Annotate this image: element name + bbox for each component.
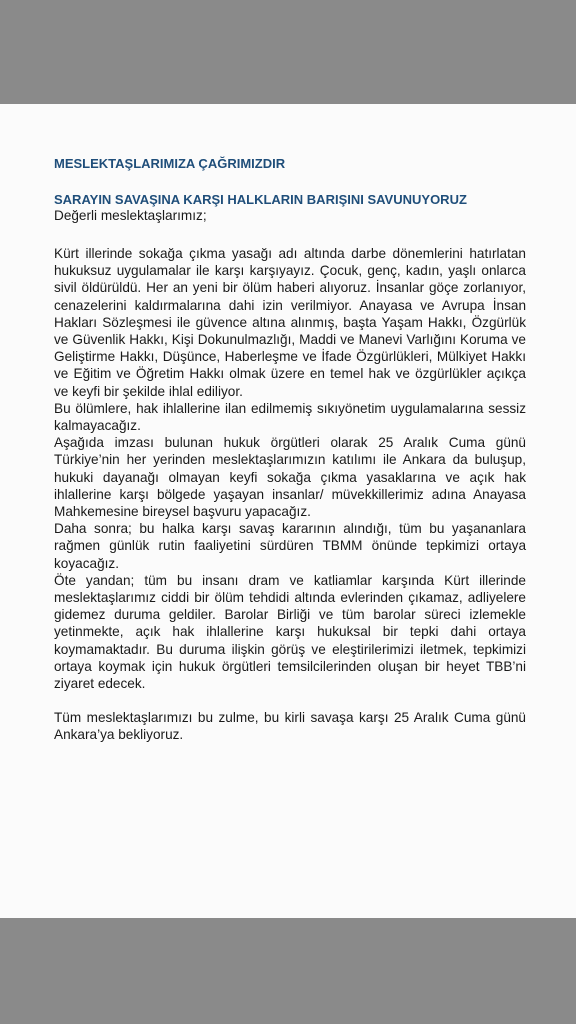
bottom-letterbox-band xyxy=(0,918,576,1024)
document-heading: MESLEKTAŞLARIMIZA ÇAĞRIMIZDIR xyxy=(54,156,286,171)
closing-paragraph: Tüm meslektaşlarımızı bu zulme, bu kirli savaşa karşı 25 Aralık Cuma günü Ankara’ya bekliyoruz. xyxy=(54,710,526,743)
body-text xyxy=(54,245,526,692)
top-letterbox-band xyxy=(0,0,576,104)
paragraph: Öte yandan; tüm bu insanı dram ve katliamlar karşında Kürt illerinde meslektaşlarımız ciddi bir ölüm tehdidi altında evlerinden çıkamaz, adliyelere gidemez duruma geldiler. Barolar Birliği ve tüm barolar süreci izlemekle yetinmekte, açık hak ihlallerine karşı hukuksal bir tepki dahi ortaya koymamaktadır. Bu duruma ilişkin görüş ve eleştirilerimizi iletmek, tepkimizi ortaya koymak için hukuk örgütleri temsilcilerinden oluşan bir heyet TBB’ni ziyaret edecek. xyxy=(54,572,526,692)
document-content xyxy=(54,156,526,744)
document-page xyxy=(0,104,576,918)
paragraph: Daha sonra; bu halka karşı savaş kararının alındığı, tüm bu yaşananlara rağmen günlük rutin faaliyetini sürdüren TBMM önünde tepkimizi ortaya koyacağız. xyxy=(54,521,526,571)
salutation: Değerli meslektaşlarımız; xyxy=(54,208,207,223)
paragraph: Kürt illerinde sokağa çıkma yasağı adı altında darbe dönemlerini hatırlatan hukuksuz uygulamalar ile karşı karşıyayız. Çocuk, genç, kadın, yaşlı onlarca sivil öldürüldü. Her an yeni bir ölüm haberi alıyoruz. İnsanlar göçe zorlanıyor, cenazelerini kaldırmalarına dahi izin verilmiyor. Anayasa ve Avrupa İnsan Hakları Sözleşmesi ile güvence altına alınmış, başta Yaşam Hakkı, Özgürlük ve Güvenlik Hakkı, Kişi Dokunulmazlığı, Maddi ve Manevi Varlığını Koruma ve Geliştirme Hakkı, Düşünce, Haberleşme ve İfade Özgürlükleri, Mülkiyet Hakkı ve Eğitim ve Öğretim Hakkı olmak üzere en temel hak ve özgürlükler açıkça ve keyfi bir şekilde ihlal ediliyor. xyxy=(54,246,526,399)
paragraph: Bu ölümlere, hak ihlallerine ilan edilmemiş sıkıyönetim uygulamalarına sessiz kalmayacağız. xyxy=(54,400,526,434)
paragraph: Aşağıda imzası bulunan hukuk örgütleri olarak 25 Aralık Cuma günü Türkiye’nin her yerinden meslektaşlarımızın katılımı ile Ankara da buluşup, hukuki dayanağı olmayan keyfi sokağa çıkma yasaklarına ve açık hak ihlallerine karşı bölgede yaşayan insanlar/ müvekkillerimiz adına Anayasa Mahkemesine bireysel başvuru yapacağız. xyxy=(54,435,526,520)
document-subheading: SARAYIN SAVAŞINA KARŞI HALKLARIN BARIŞINI SAVUNUYORUZ xyxy=(54,192,467,207)
